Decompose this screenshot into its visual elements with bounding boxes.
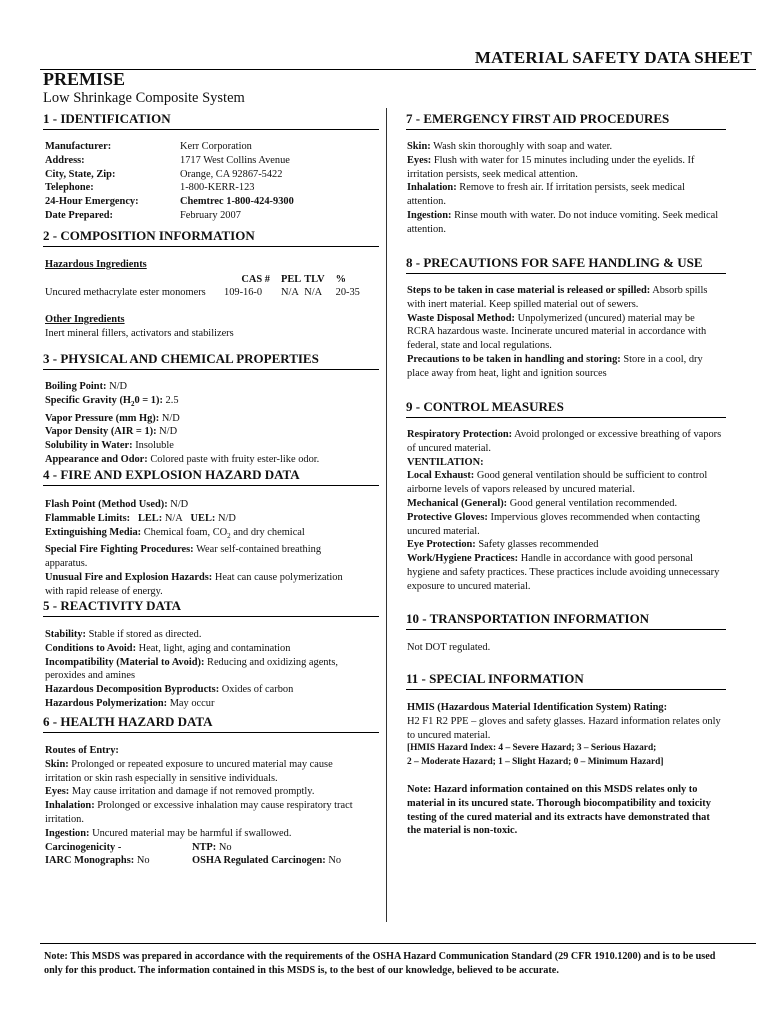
routes-label: Routes of Entry: [45, 745, 119, 756]
storage-value: Store in a cool, dry place away from heat, light and ignition sources [407, 353, 703, 379]
incompat-label: Incompatibility (Material to Avoid): [45, 656, 205, 668]
ingestion-value: Uncured material may be harmful if swallowed. [92, 827, 292, 839]
appearance-value: Colored paste with fruity ester-like odor. [150, 454, 320, 466]
inhalation-value: Prolonged or excessive inhalation may cause respiratory tract irritation. [45, 800, 353, 825]
lel-value: N/A [164, 512, 183, 524]
unusual-value: Heat can cause polymerization with rapid release of energy. [45, 572, 343, 597]
ventilation-label: VENTILATION: [407, 456, 484, 468]
section-identification-heading: 1 - IDENTIFICATION [43, 111, 379, 130]
hmis-value: H2 F1 R2 PPE – gloves and safety glasses. Hazard information relates only to uncured material. [407, 715, 721, 741]
incompat-value: Reducing and oxidizing agents, peroxides and amines [45, 656, 339, 682]
decomp-label: Hazardous Decomposition Byproducts: [45, 684, 220, 696]
first-aid-section [407, 140, 725, 237]
extinguishing-subscript: 2 [227, 531, 231, 540]
mechanical-label: Mechanical (General): [407, 497, 508, 509]
lel-label: LEL: [137, 512, 163, 524]
stability-value: Stable if stored as directed. [88, 629, 202, 640]
table-row [45, 273, 363, 286]
appearance-label: Appearance and Odor: [45, 454, 148, 466]
ingredient-name: Uncured methacrylate ester monomers [45, 286, 206, 298]
iarc-label: IARC Monographs: [45, 855, 135, 867]
col-percent: % [335, 273, 347, 285]
col-pel: PEL [281, 273, 302, 285]
transport-section [407, 641, 725, 655]
precautions-section [407, 284, 725, 381]
footer-divider [40, 943, 756, 944]
ingredient-cas: 109-16-0 [224, 286, 263, 298]
ingredient-percent: 20-35 [335, 286, 360, 298]
gravity-subscript: 2 [131, 399, 135, 408]
eye-protection-label: Eye Protection: [407, 539, 476, 551]
vapor-density-label: Vapor Density (AIR = 1): [45, 426, 157, 438]
id-label: Manufacturer: [45, 141, 112, 152]
eyes-label: Eyes: [45, 786, 70, 798]
reactivity-section [45, 628, 363, 711]
id-label: 24-Hour Emergency: [45, 196, 139, 208]
ntp-label: NTP: [192, 841, 217, 853]
local-exhaust-value: Good general ventilation should be sufficient to control airborne levels of vapors released by uncured material. [407, 470, 708, 496]
table-row [45, 286, 363, 299]
fa-ingestion-label: Ingestion: [407, 209, 452, 221]
special-label: Special Fire Fighting Procedures: [45, 544, 194, 556]
spill-label: Steps to be taken in case material is released or spilled: [407, 285, 651, 296]
document-title: MATERIAL SAFETY DATA SHEET [474, 48, 752, 67]
col-cas: CAS # [241, 273, 270, 285]
health-section [45, 744, 363, 868]
table-row [45, 154, 294, 168]
section-fire-heading: 4 - FIRE AND EXPLOSION HAZARD DATA [43, 467, 379, 486]
iarc-value: No [136, 855, 150, 867]
footer-note: Note: This MSDS was prepared in accordance with the requirements of the OSHA Hazard Communication Standard (29 CFR 1910.1200) and is to be used only for this product. The information contained in this MSDS is, to the best of our knowledge, believed to be accurate. [44, 951, 716, 976]
eyes-value: May cause irritation and damage if not removed promptly. [71, 786, 315, 798]
fa-eyes-value: Flush with water for 15 minutes including under the eyelids. If irritation persists, seek medical attention. [407, 154, 695, 180]
id-label: Address: [45, 154, 85, 166]
section-control-heading: 9 - CONTROL MEASURES [406, 399, 726, 418]
spill-value: Absorb spills with inert material. Keep spilled material out of sewers. [407, 285, 708, 310]
id-label: City, State, Zip: [45, 168, 116, 180]
special-value: Wear self-contained breathing apparatus. [45, 544, 322, 570]
stability-label: Stability: [45, 629, 86, 640]
id-label: Date Prepared: [45, 209, 114, 221]
extinguishing-end: and dry chemical [230, 526, 305, 538]
skin-value: Prolonged or repeated exposure to uncured material may cause irritation or skin rash especially in sensitive individuals. [45, 758, 333, 784]
polymer-value: May occur [169, 697, 215, 709]
other-ingredients-label: Other Ingredients [45, 313, 125, 325]
transport-value: Not DOT regulated. [407, 642, 491, 653]
storage-label: Precautions to be taken in handling and storing: [407, 353, 621, 365]
ntp-value: No [218, 841, 232, 853]
id-value: February 2007 [180, 209, 241, 221]
waste-value: Unpolymerized (uncured) material may be RCRA hazardous waste. Incinerate uncured material in accordance with federal, state and local regulations. [407, 312, 707, 352]
table-row [45, 168, 294, 182]
section-reactivity-heading: 5 - REACTIVITY DATA [43, 598, 379, 617]
decomp-value: Oxides of carbon [221, 684, 294, 696]
id-value: 1717 West Collins Avenue [180, 154, 290, 166]
ingestion-label: Ingestion: [45, 827, 90, 839]
other-ingredients-value: Inert mineral fillers, activators and stabilizers [45, 327, 234, 339]
id-value: 1-800-KERR-123 [180, 182, 255, 194]
fa-inhalation-label: Inhalation: [407, 182, 457, 194]
table-row [45, 209, 294, 223]
vapor-pressure-label: Vapor Pressure (mm Hg): [45, 412, 160, 424]
hmis-label: HMIS (Hazardous Material Identification System) Rating: [407, 702, 668, 713]
uel-value: N/D [217, 512, 236, 524]
ingredient-tlv: N/A [304, 286, 323, 298]
section-transport-heading: 10 - TRANSPORTATION INFORMATION [406, 611, 726, 630]
ingredient-pel: N/A [281, 286, 299, 298]
identification-section [45, 140, 380, 223]
flammable-label: Flammable Limits: [45, 512, 131, 524]
flash-label: Flash Point (Method Used): [45, 499, 168, 510]
composition-table [45, 273, 363, 299]
section-first-aid-heading: 7 - EMERGENCY FIRST AID PROCEDURES [406, 111, 726, 130]
solubility-value: Insoluble [135, 440, 174, 452]
mechanical-value: Good general ventilation recommended. [509, 497, 678, 509]
fa-skin-value: Wash skin thoroughly with soap and water. [433, 141, 613, 152]
col-tlv: TLV [304, 273, 325, 285]
hazardous-ingredients-label: Hazardous Ingredients [45, 259, 147, 270]
vapor-density-value: N/D [159, 426, 178, 438]
section-health-heading: 6 - HEALTH HAZARD DATA [43, 714, 379, 733]
id-label: Telephone: [45, 182, 94, 194]
fa-skin-label: Skin: [407, 141, 431, 152]
hygiene-label: Work/Hygiene Practices: [407, 553, 519, 565]
column-divider [386, 108, 387, 922]
section-physical-heading: 3 - PHYSICAL AND CHEMICAL PROPERTIES [43, 351, 379, 370]
carcinogenicity-label: Carcinogenicity - [45, 841, 122, 853]
section-composition-heading: 2 - COMPOSITION INFORMATION [43, 228, 379, 247]
solubility-label: Solubility in Water: [45, 440, 133, 452]
table-row [45, 195, 294, 209]
eye-protection-value: Safety glasses recommended [478, 539, 599, 551]
boiling-label: Boiling Point: [45, 381, 107, 392]
respiratory-value: Avoid prolonged or excessive breathing of vapors of uncured material. [407, 429, 722, 454]
special-note: Note: Hazard information contained on this MSDS relates only to material in its uncured state. Thorough biocompatibility and toxicity testing of the cured material and its extracts have demonstrated that the material is non-toxic. [407, 783, 711, 837]
gravity-label-end: 0 = 1): [134, 394, 163, 406]
local-exhaust-label: Local Exhaust: [407, 470, 475, 482]
fire-section [45, 498, 363, 599]
hmis-index-line2: 2 – Moderate Hazard; 1 – Slight Hazard; 0 – Minimum Hazard] [407, 757, 664, 768]
product-subtitle: Low Shrinkage Composite System [43, 90, 245, 106]
vapor-pressure-value: N/D [161, 412, 180, 424]
uel-label: UEL: [190, 512, 216, 524]
control-section [407, 428, 725, 594]
special-section [407, 701, 725, 838]
osha-label: OSHA Regulated Carcinogen: [192, 855, 326, 867]
boiling-value: N/D [109, 381, 128, 392]
gravity-value: 2.5 [165, 394, 179, 406]
section-special-heading: 11 - SPECIAL INFORMATION [406, 671, 726, 690]
id-value: Orange, CA 92867-5422 [180, 168, 283, 180]
fa-eyes-label: Eyes: [407, 154, 432, 166]
table-row [45, 140, 294, 154]
avoid-label: Conditions to Avoid: [45, 642, 137, 654]
gravity-label: Specific Gravity (H [45, 394, 131, 406]
header-divider [40, 69, 756, 70]
identification-table [45, 140, 294, 223]
extinguishing-value: Chemical foam, CO [143, 526, 228, 538]
unusual-label: Unusual Fire and Explosion Hazards: [45, 572, 213, 584]
hmis-index-line1: [HMIS Hazard Index: 4 – Severe Hazard; 3 – Serious Hazard; [407, 743, 657, 754]
composition-section [45, 258, 380, 340]
fa-inhalation-value: Remove to fresh air. If irritation persists, seek medical attention. [407, 182, 685, 208]
hygiene-value: Handle in accordance with good personal hygiene and safety practices. These practices include avoiding unnecessary exposure to uncured material. [407, 553, 720, 592]
product-name: PREMISE [43, 69, 126, 89]
skin-label: Skin: [45, 758, 69, 770]
fa-ingestion-value: Rinse mouth with water. Do not induce vomiting. Seek medical attention. [407, 209, 719, 235]
polymer-label: Hazardous Polymerization: [45, 697, 168, 709]
osha-value: No [328, 855, 342, 867]
waste-label: Waste Disposal Method: [407, 312, 515, 324]
id-value: Kerr Corporation [180, 141, 252, 152]
gloves-value: Impervious gloves recommended when contacting uncured material. [407, 511, 700, 537]
avoid-value: Heat, light, aging and contamination [138, 642, 291, 654]
flash-value: N/D [170, 499, 189, 510]
extinguishing-label: Extinguishing Media: [45, 526, 142, 538]
section-precautions-heading: 8 - PRECAUTIONS FOR SAFE HANDLING & USE [406, 255, 726, 274]
gloves-label: Protective Gloves: [407, 511, 488, 523]
respiratory-label: Respiratory Protection: [407, 429, 513, 440]
inhalation-label: Inhalation: [45, 800, 95, 812]
table-row [45, 181, 294, 195]
physical-section [45, 380, 380, 467]
id-value: Chemtrec 1-800-424-9300 [180, 196, 294, 208]
